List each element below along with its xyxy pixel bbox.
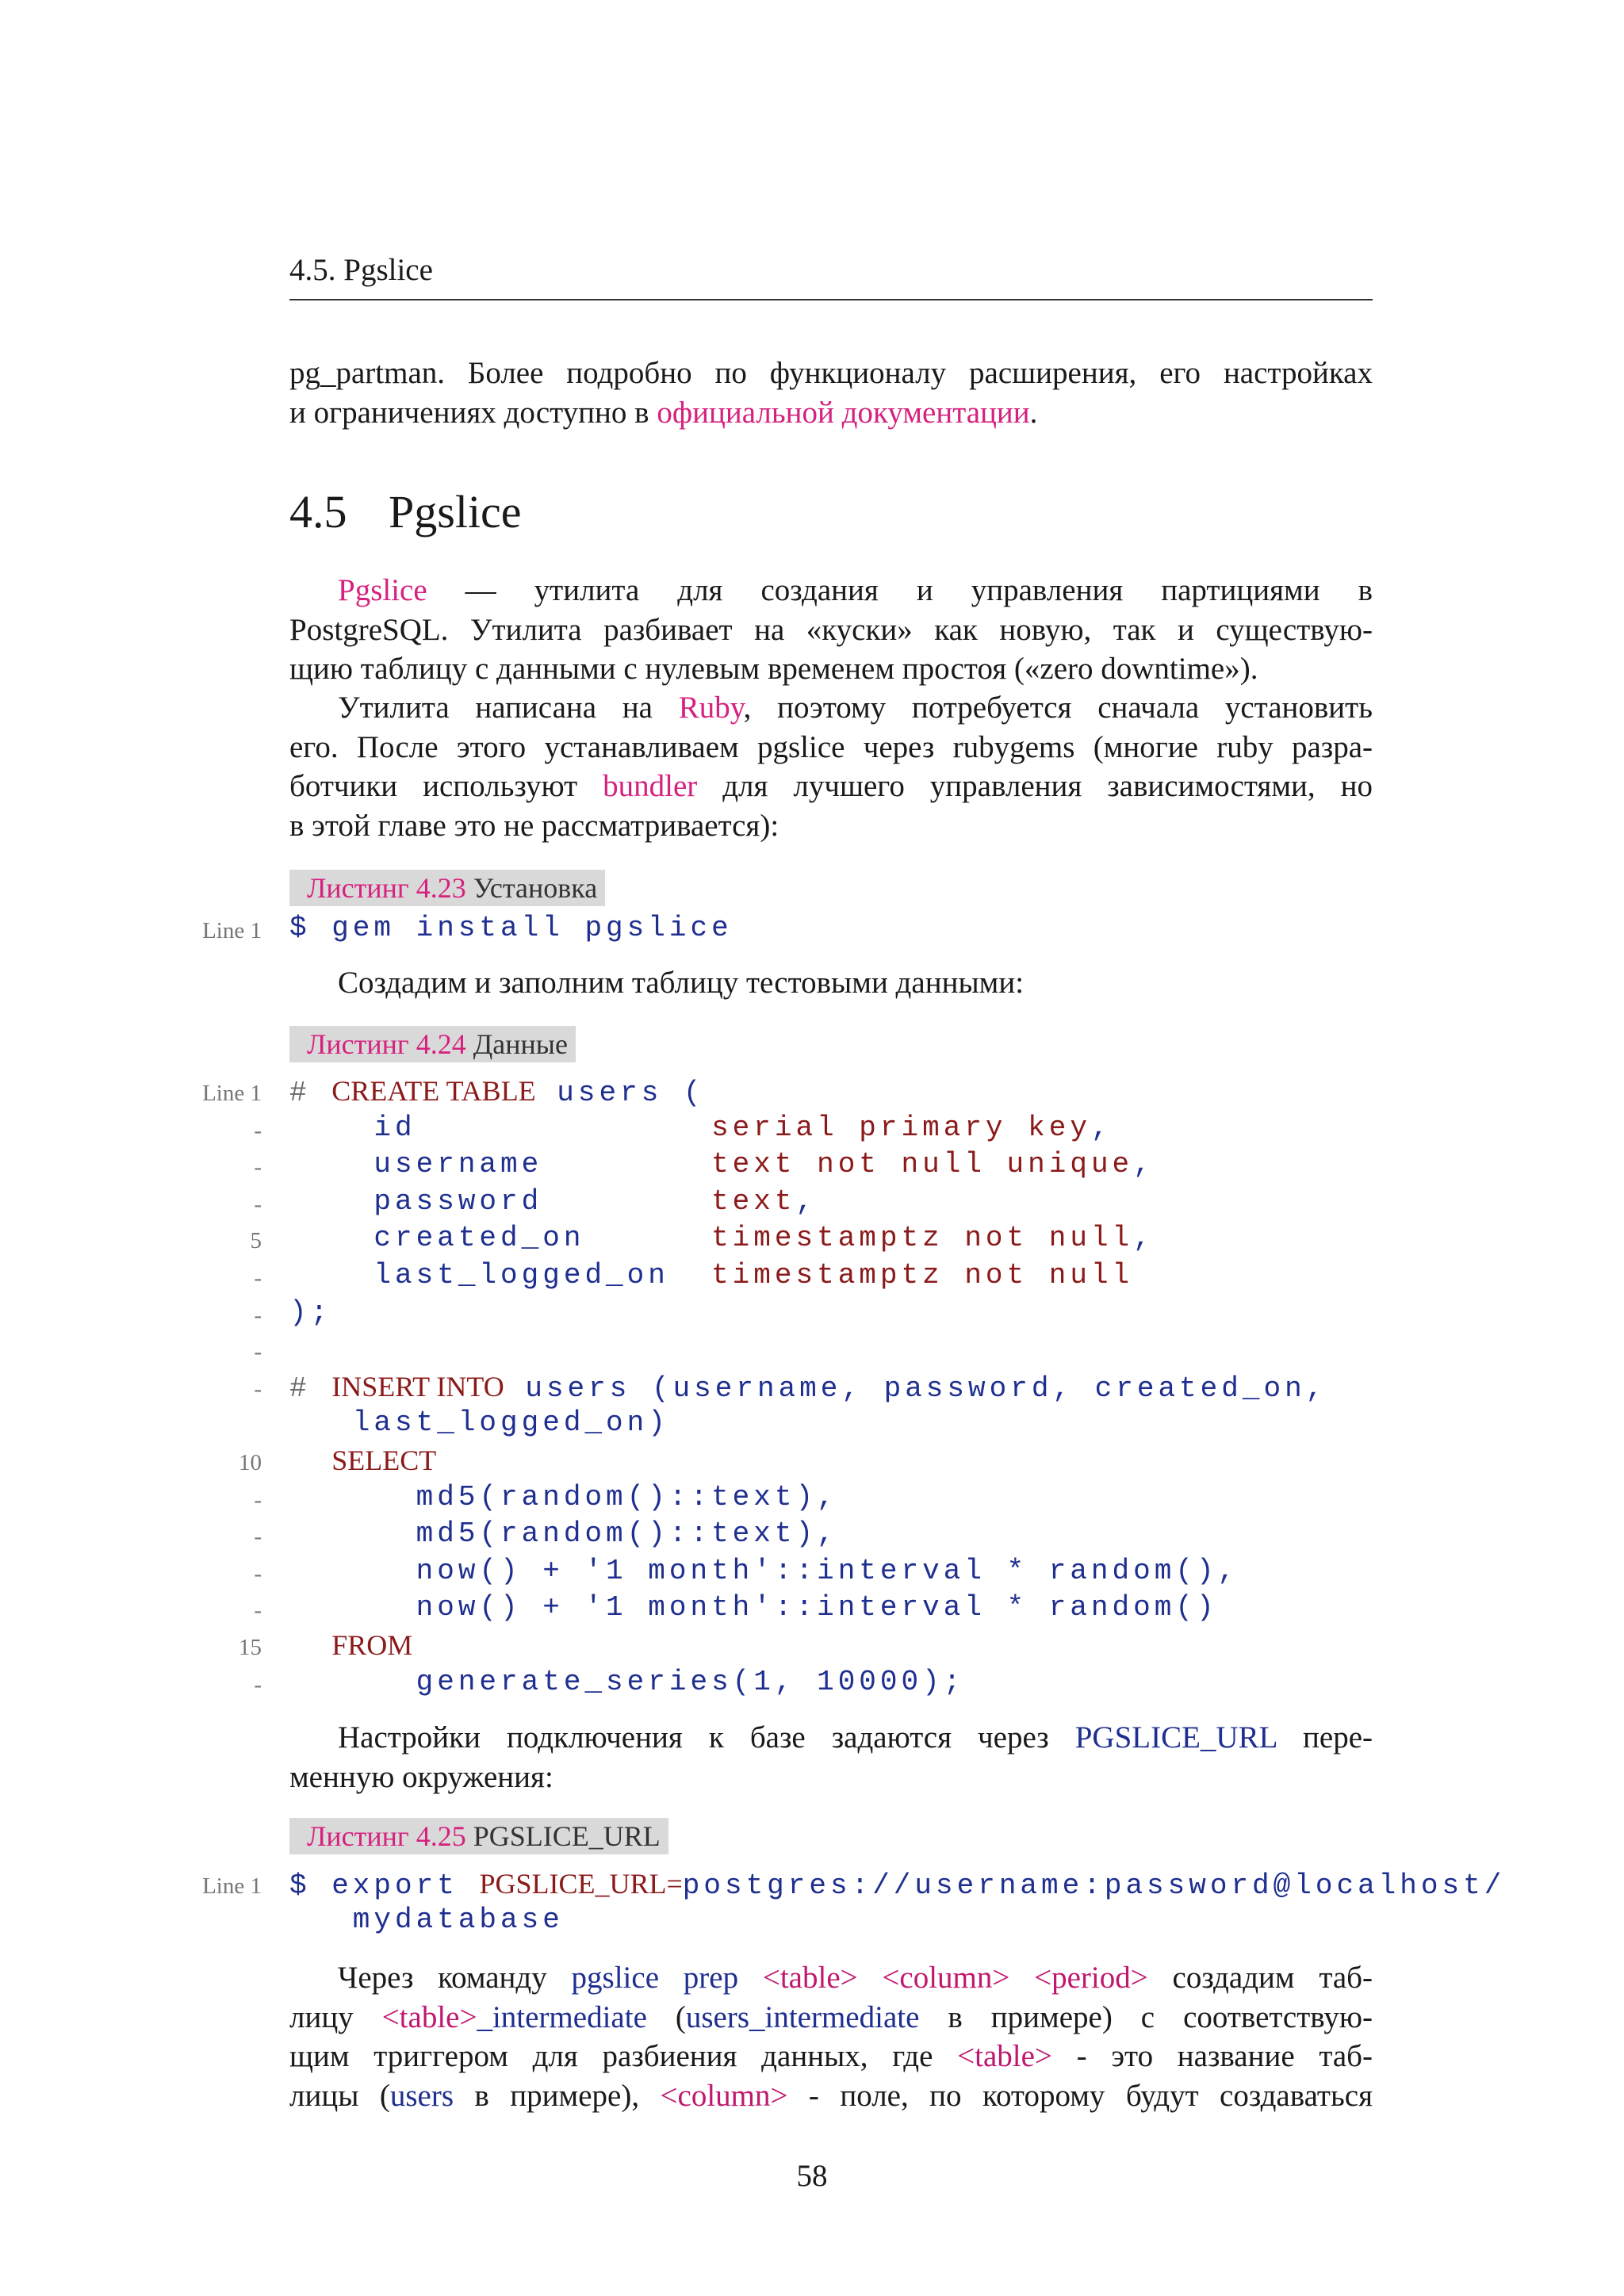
listing-4-23-caption: Листинг 4.23 Установка: [289, 870, 605, 906]
code-line: - now() + '1 month'::interval * random(): [0, 1591, 1624, 1628]
code-line: Line 1 # CREATE TABLE users (: [0, 1074, 1624, 1111]
code-line: 10 SELECT: [0, 1444, 1624, 1480]
code-line: - # INSERT INTO users (username, password, created_on,: [0, 1370, 1624, 1406]
line-number: -: [254, 1524, 262, 1550]
ruby-paragraph: Утилита написана на Ruby, поэтому потребуется сначала установить его. После этого устанавливаем pgslice через rubygems (многие ruby разра- ботчики используют bundler для лучшего управления зависимостями, но в этой главе это не рассматривается):: [289, 691, 1373, 843]
code-line: - last_logged_on timestamptz not null: [0, 1259, 1624, 1295]
pgslice-link[interactable]: Pgslice: [338, 573, 427, 607]
code-line: [0, 1333, 1624, 1369]
line-number: -: [254, 1560, 262, 1586]
line-number: -: [254, 1487, 262, 1513]
line-number: -: [254, 1376, 262, 1402]
code-line: - md5(random()::text),: [0, 1517, 1624, 1554]
code-line: - username text not null unique,: [0, 1148, 1624, 1184]
line-number: Line 1: [202, 1081, 262, 1106]
line-number: -: [254, 1117, 262, 1143]
line-number: -: [254, 1302, 262, 1328]
bundler-link[interactable]: bundler: [603, 769, 698, 803]
line-number: -: [254, 1265, 262, 1291]
code-line: - password text,: [0, 1185, 1624, 1222]
code-line: 5 created_on timestamptz not null,: [0, 1222, 1624, 1258]
ruby-link[interactable]: Ruby: [678, 691, 744, 725]
line-number: 15: [239, 1635, 262, 1660]
line-number: -: [254, 1339, 262, 1365]
code-line: - md5(random()::text),: [0, 1481, 1624, 1517]
code-line: - now() + '1 month'::interval * random(),: [0, 1555, 1624, 1591]
prep-paragraph: Через команду pgslice prep <table> <column> <period> создадим таб- лицу <table>_intermediate (users_intermediate в примере) с соответствую- щим триггером для разбиения данных, где <table> - это название таб- лицы (users в примере), <column> - поле, по которому будут создаваться: [289, 1961, 1373, 2113]
running-header: 4.5. Pgslice: [289, 252, 1373, 300]
code-line: 15 FROM: [0, 1628, 1624, 1665]
pgslice-paragraph: Pgslice — утилита для создания и управления партициями в PostgreSQL. Утилита разбивает на «куски» как новую, так и существую- щию таблицу с данными с нулевым временем простоя («zero downtime»).: [289, 573, 1373, 686]
line-number: 10: [239, 1450, 262, 1475]
connection-paragraph: Настройки подключения к базе задаются через PGSLICE_URL пере- менную окружения:: [289, 1720, 1373, 1794]
page-number: 58: [796, 2159, 828, 2193]
line-number: -: [254, 1191, 262, 1217]
line-number: 5: [250, 1228, 262, 1254]
code-line: last_logged_on): [289, 1406, 669, 1440]
line-number: -: [254, 1671, 262, 1697]
create-table-paragraph: Создадим и заполним таблицу тестовыми данными:: [338, 966, 1025, 1000]
section-heading: 4.5 Pgslice: [289, 486, 522, 538]
code-line: - generate_series(1, 10000);: [0, 1666, 1624, 1702]
code-line: - );: [0, 1296, 1624, 1333]
listing-4-25-caption: Листинг 4.25 PGSLICE_URL: [289, 1818, 668, 1854]
listing-4-24-caption: Листинг 4.24 Данные: [289, 1026, 576, 1062]
code-line: - id serial primary key,: [0, 1112, 1624, 1148]
official-docs-link[interactable]: официальной документации: [657, 395, 1030, 430]
intro-paragraph: pg_partman. Более подробно по функционалу расширения, его настройках и ограничениях доступно в официальной документации.: [289, 356, 1373, 430]
line-number: -: [254, 1598, 262, 1624]
line-number: -: [254, 1154, 262, 1181]
